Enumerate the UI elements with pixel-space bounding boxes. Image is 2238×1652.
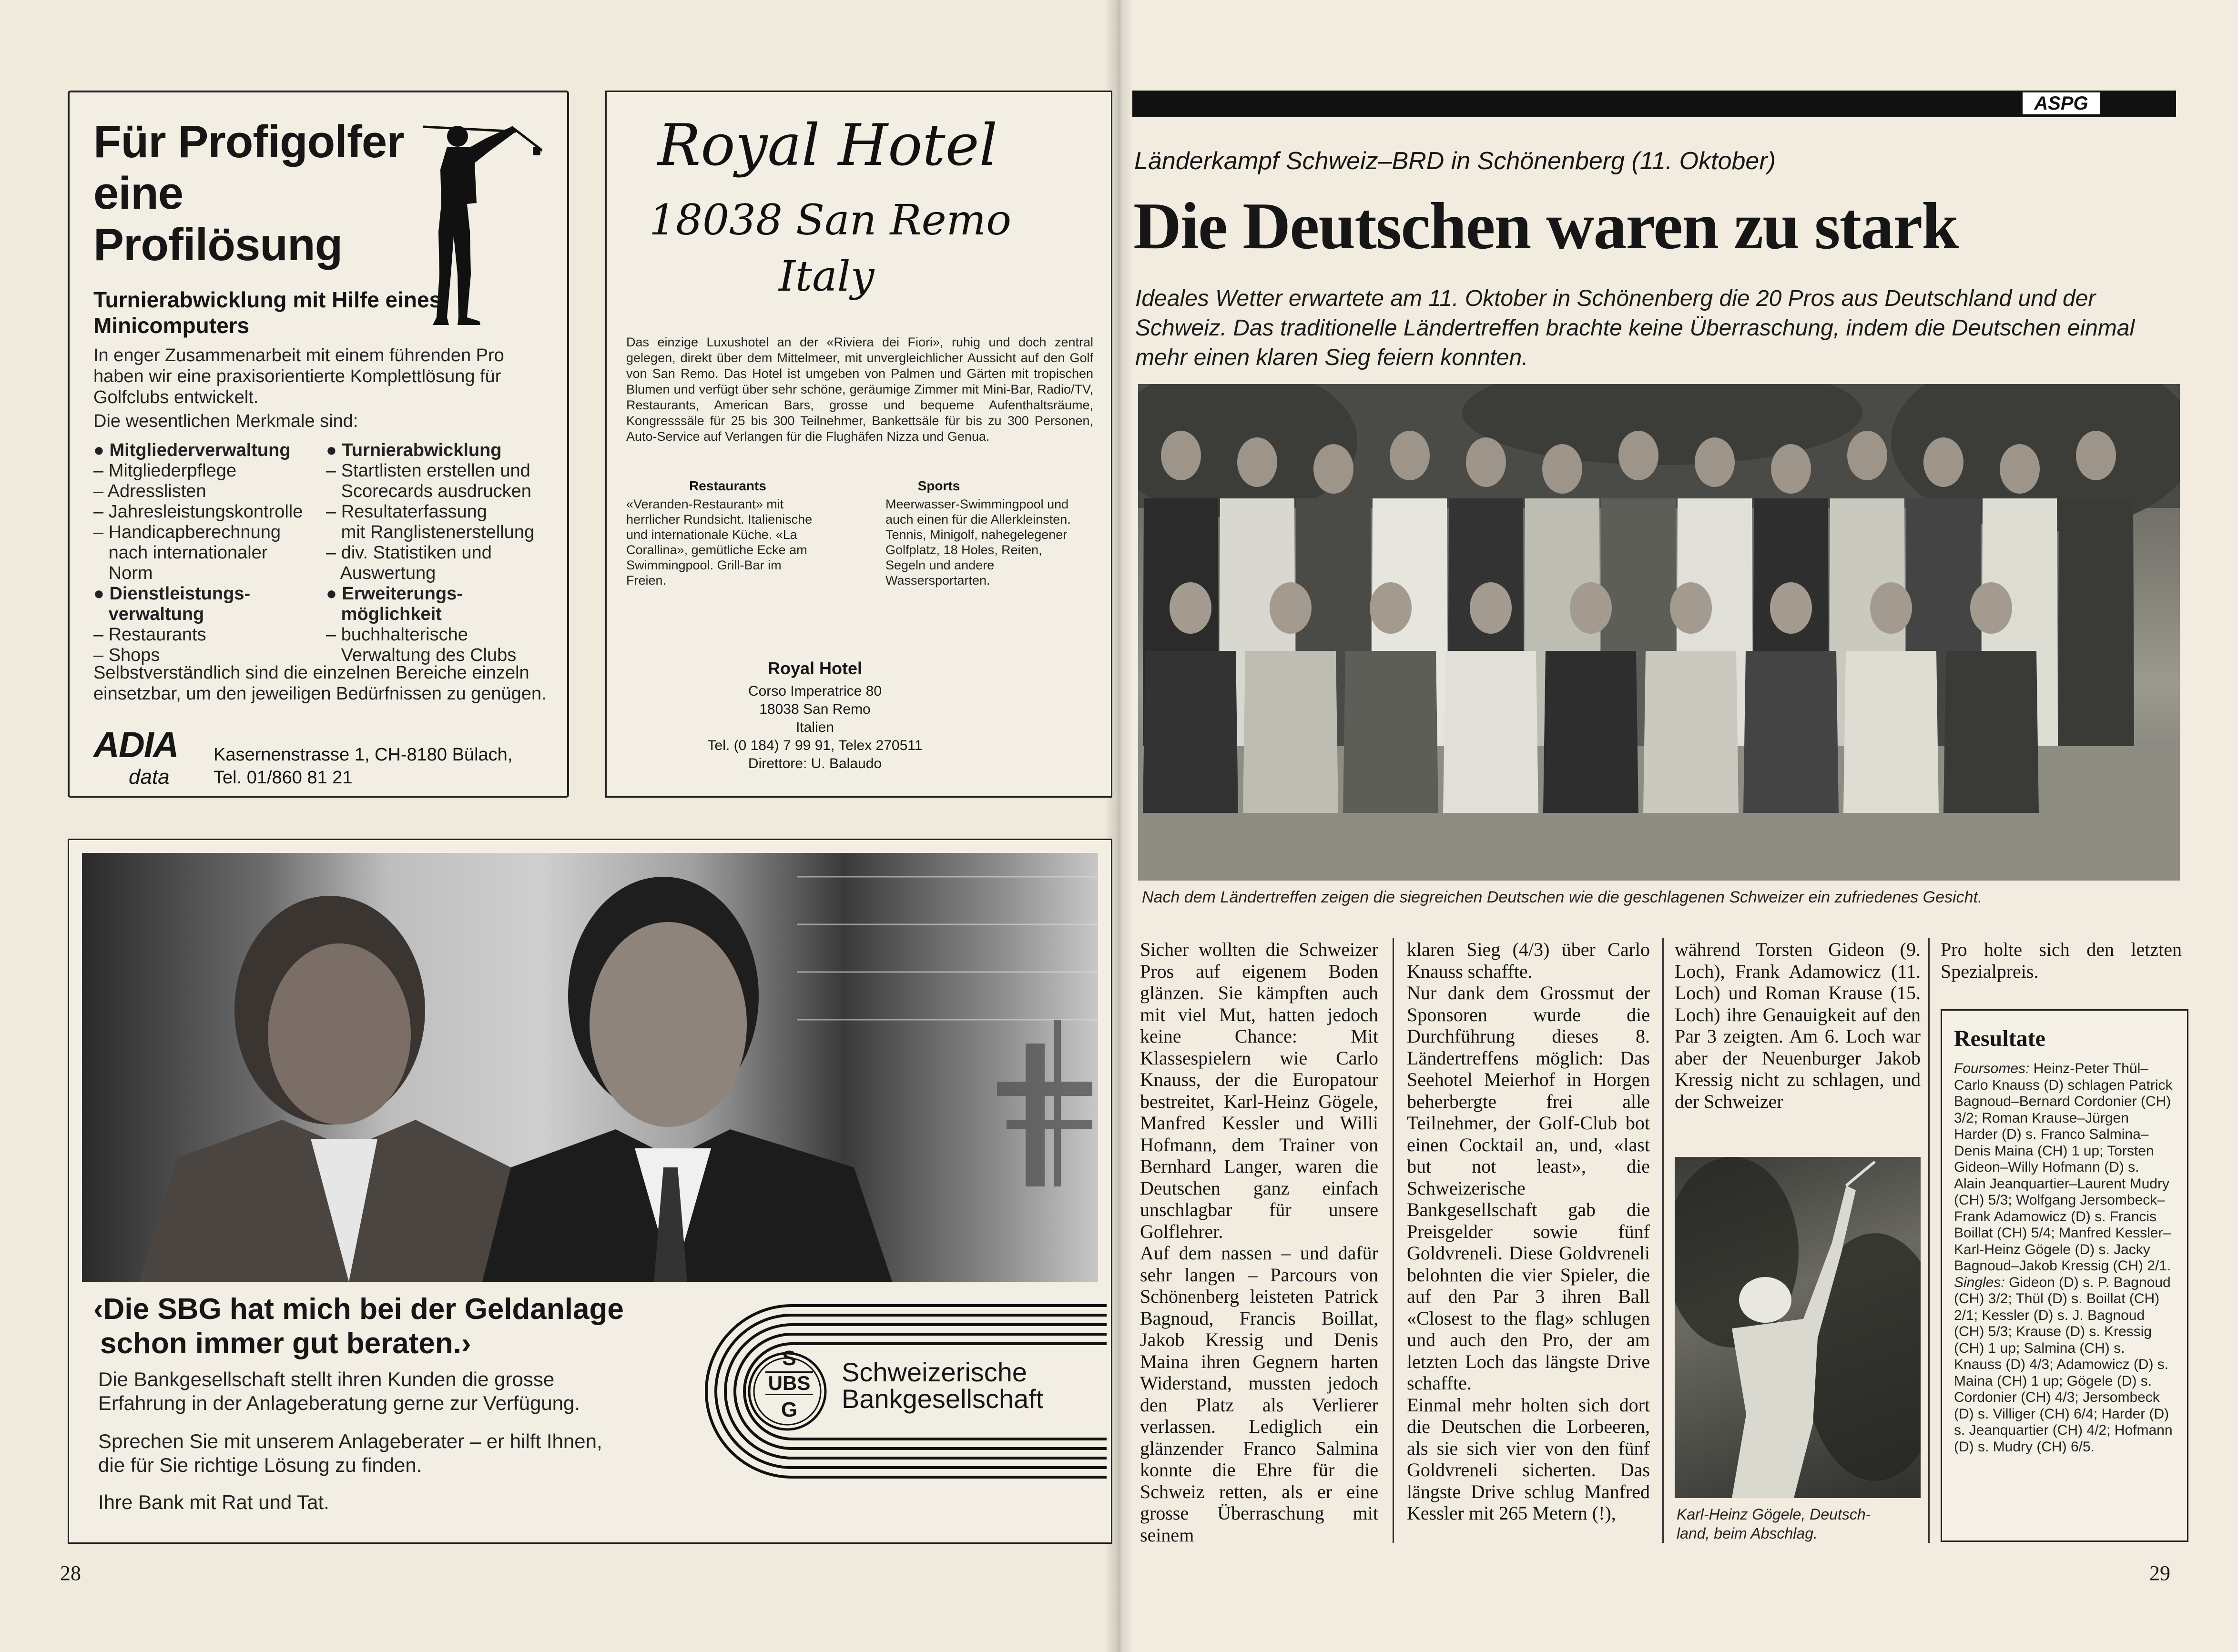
- adia-address: Kasernenstrasse 1, CH-8180 Bülach, Tel. 01/860 81 21: [214, 745, 513, 788]
- adia-feature-item: mit Ranglistenerstellung: [326, 522, 535, 542]
- adia-feature-item: nach internationaler: [93, 543, 268, 563]
- adia-closing: Selbstverständlich sind die einzelnen Bereiche einzeln einsetzbar, um den jeweiligen Bedürfnissen zu genügen.: [93, 663, 547, 704]
- sbg-slogan: Ihre Bank mit Rat und Tat.: [98, 1491, 329, 1513]
- adia-logo: ADIA: [93, 725, 178, 765]
- adia-feature-item: verwaltung: [93, 604, 204, 624]
- adia-feature-item: – Restaurants: [93, 625, 206, 645]
- adia-feature-item: – div. Statistiken und: [326, 543, 492, 563]
- adia-features-left: [93, 440, 303, 666]
- page-number-right: 29: [2149, 1561, 2170, 1585]
- adia-logo-sub: data: [129, 765, 170, 789]
- section-bar: [1132, 91, 2176, 117]
- article-lede: Ideales Wetter erwartete am 11. Oktober in Schönenberg die 20 Pros aus Deutschland und der Schweiz. Das traditionelle Ländertreffen brachte keine Überraschung, indem die Deutschen einmal mehr einen klaren Sieg feiern konnten.: [1135, 286, 2135, 370]
- article-column-2: klaren Sieg (4/3) über Carlo Knauss schaffte. Nur dank dem Grossmut der Sponsoren wurde die Durchführung dieses 8. Ländertreffens möglich: Das Seehotel Meierhof in Horgen beherbergte frei alle Teilnehmer, der Golf-Club bot einen Cocktail an, und, «last but not least», die Schweizerische Bankgesellschaft gab die Preisgelder sowie fünf Goldvreneli. Diese Goldvreneli belohnten die vier Spieler, die auf den Par 3 ihren Ball «Closest to the flag» schlugen und auch den Pro, der am letzten Loch das längste Drive schaffte. Einmal mehr holten sich dort die Deutschen die Lorbeeren, als sie sich vier von den fünf Goldvreneli sicherten. Das längste Drive schlug Manfred Kessler mit 265 Metern (!),: [1407, 939, 1650, 1524]
- section-tag: ASPG: [2023, 92, 2100, 114]
- hotel-script-city: 18038 San Remo: [649, 195, 1012, 244]
- adia-feature-item: – Startlisten erstellen und: [326, 461, 530, 481]
- adia-feature-item: ● Erweiterungs-: [326, 584, 463, 604]
- adia-feature-item: Auswertung: [326, 563, 436, 583]
- golfer-photo-caption: Karl-Heinz Gögele, Deutsch- land, beim Abschlag.: [1677, 1506, 1871, 1542]
- article-column-1: Sicher wollten die Schweizer Pros auf eigenem Boden glänzen. Sie kämpften auch mit viel Mut, hatten jedoch keine Chance: Mit Klassespielern wie Carlo Knauss, der die Europatour bestreitet, Karl-Heinz Gögele, Manfred Kessler und Willi Hofmann, dem Trainer von Bernhard Langer, waren die Deutschen ganz einfach unschlagbar für unsere Golflehrer. Auf dem nassen – und dafür sehr langen – Parcours von Schönenberg leisteten Patrick Bagnoud, Francis Boillat, Jakob Kressig und Denis Maina ihren Gegnern harten Widerstand, mussten jedoch den Platz als Verlierer verlassen. Lediglich ein glänzender Franco Salmina konnte die Ehre für die Schweiz retten, als er eine grosse Überraschung mit seinem: [1140, 939, 1378, 1546]
- adia-feature-item: – Adresslisten: [93, 481, 206, 501]
- article-headline: Die Deutschen waren zu stark: [1133, 189, 1958, 263]
- adia-feature-item: – Handicapberechnung: [93, 522, 281, 542]
- hotel-script-name: Royal Hotel: [658, 112, 997, 179]
- adia-feature-item: möglichkeit: [326, 604, 442, 624]
- adia-feature-item: – Jahresleistungskontrolle: [93, 502, 303, 522]
- adia-feature-item: – buchhalterische: [326, 625, 468, 645]
- adia-feature-item: Norm: [93, 563, 153, 583]
- column-rule-2: [1662, 938, 1664, 1543]
- column-rule-3: [1928, 938, 1930, 1543]
- sbg-body-1: Die Bankgesellschaft stellt ihren Kunden die grosse Erfahrung in der Anlageberatung gerne zur Verfügung.: [98, 1368, 580, 1414]
- adia-feature-item: ● Mitgliederverwaltung: [93, 440, 291, 460]
- foursomes-results: Heinz-Peter Thül–Carlo Knauss (D) schlagen Patrick Bagnoud–Bernard Cordonier (CH) 3/2; Roman Krause–Jürgen Harder (D) s. Franco Salmina–Denis Maina (CH) 1 up; Torsten Gideon–Willy Hofmann (D) s. Alain Jeanquartier–Laurent Mudry (CH) 5/3; Wolfgang Jersombeck–Frank Adamowicz (D) s. Francis Boillat (CH) 5/4; Manfred Kessler–Karl-Heinz Gögele (D) s. Jacky Bagnoud–Jakob Kressig (CH) 2/1.: [1954, 1061, 2173, 1274]
- adia-feature-item: – Mitgliederpflege: [93, 461, 236, 481]
- adia-intro: In enger Zusammenarbeit mit einem führenden Pro haben wir eine praxisorientierte Komplettlösung für Golfclubs entwickelt. Die wesentlichen Merkmale sind:: [93, 345, 504, 431]
- article-column-3: während Torsten Gideon (9. Loch), Frank Adamowicz (11. Loch) und Roman Krause (15. Loch) ihre Genauigkeit auf den Par 3 zeigten. Am 6. Loch war aber der Neuenburger Jakob Kressig nicht zu schlagen, und der Schweizer: [1675, 939, 1921, 1112]
- foursomes-label: Foursomes:: [1954, 1061, 2030, 1076]
- sbg-advisors-photo: [82, 853, 1098, 1282]
- adia-feature-item: Verwaltung des Clubs: [326, 645, 517, 665]
- article-column-4: Pro holte sich den letzten Spezialpreis.: [1941, 939, 2182, 982]
- hotel-restaurants-text: «Veranden-Restaurant» mit herrlicher Rundsicht. Italienische und internationale Küche. «La Corallina», gemütliche Ecke am Swimmingpool. Grill-Bar im Freien.: [626, 497, 813, 588]
- adia-subheadline: Turnierabwicklung mit Hilfe eines Minicomputers: [93, 287, 442, 338]
- sbg-logo-ubs: UBS: [765, 1371, 813, 1395]
- page-number-left: 28: [60, 1561, 81, 1585]
- adia-feature-item: – Resultaterfassung: [326, 502, 487, 522]
- singles-results: Gideon (D) s. P. Bagnoud (CH) 3/2; Thül (D) s. Boillat (CH) 2/1; Kessler (D) s. J. Bagnoud (CH) 5/3; Krause (D) s. Kressig (CH) 1 up; Salmina (CH) s. Knauss (D) 4/3; Adamowicz (D) s. Maina (CH) 1 up; Gögele (D) s. Cordonier (CH) 4/3; Jersombeck (D) s. Villiger (CH) 6/4; Harder (D) s. Jeanquartier (CH) 4/2; Hofmann (D) s. Mudry (CH) 6/5.: [1954, 1274, 2173, 1455]
- column-rule-1: [1393, 938, 1394, 1543]
- golfer-photo: [1675, 1157, 1921, 1498]
- adia-feature-item: – Shops: [93, 645, 160, 665]
- sbg-quote: ‹Die SBG hat mich bei der Geldanlage schon immer gut beraten.›: [93, 1293, 624, 1360]
- adia-headline: Für Profigolfer eine Profilösung: [93, 116, 404, 270]
- results-text: [1954, 1061, 2173, 1455]
- team-photo-caption: Nach dem Ländertreffen zeigen die siegreichen Deutschen wie die geschlagenen Schweizer ein zufriedenes Gesicht.: [1142, 888, 1983, 906]
- hotel-restaurants-heading: Restaurants: [689, 478, 766, 493]
- hotel-script-country: Italy: [779, 252, 875, 301]
- hotel-sports-heading: Sports: [917, 478, 960, 493]
- team-photo: [1138, 384, 2180, 881]
- adia-feature-item: ● Turnierabwicklung: [326, 440, 502, 460]
- article-kicker: Länderkampf Schweiz–BRD in Schönenberg (11. Oktober): [1134, 147, 1776, 175]
- results-heading: Resultate: [1954, 1026, 2045, 1051]
- sbg-logo-text: Schweizerische Bankgesellschaft: [842, 1357, 1044, 1414]
- hotel-address: Corso Imperatrice 80 18038 San Remo Italien Tel. (0 184) 7 99 91, Telex 270511 Direttore: U. Balaudo: [707, 683, 923, 771]
- adia-feature-item: Scorecards ausdrucken: [326, 481, 531, 501]
- adia-features-right: [326, 440, 534, 666]
- sbg-logo-g: G: [781, 1398, 798, 1421]
- hotel-name: Royal Hotel: [767, 659, 863, 678]
- hotel-description: Das einzige Luxushotel an der «Riviera dei Fiori», ruhig und doch zentral gelegen, direkt über dem Mittelmeer, mit unvergleichlicher Aussicht auf den Golf von San Remo. Das Hotel ist umgeben von Palmen und Gärten mit tropischen Blumen und verfügt über sehr schöne, geräumige Zimmer mit Mini-Bar, Radio/TV, Restaurants, American Bars, grosse und bequeme Aufenthaltsräume, Kongresssäle für 25 bis 300 Teilnehmer, Bankettsäle für bis zu 300 Personen, Auto-Service auf Verlangen für die Flughäfen Nizza und Genua.: [626, 335, 1093, 444]
- adia-feature-item: ● Dienstleistungs-: [93, 584, 251, 604]
- singles-label: Singles:: [1954, 1274, 2005, 1290]
- sbg-body-2: Sprechen Sie mit unserem Anlageberater – er hilft Ihnen, die für Sie richtige Lösung zu finden.: [98, 1430, 602, 1476]
- hotel-sports-text: Meerwasser-Swimmingpool und auch einen für die Allerkleinsten. Tennis, Minigolf, nahegelegener Golfplatz, 18 Holes, Reiten, Segeln und andere Wassersportarten.: [885, 497, 1071, 588]
- sbg-logo-s: S: [782, 1347, 796, 1370]
